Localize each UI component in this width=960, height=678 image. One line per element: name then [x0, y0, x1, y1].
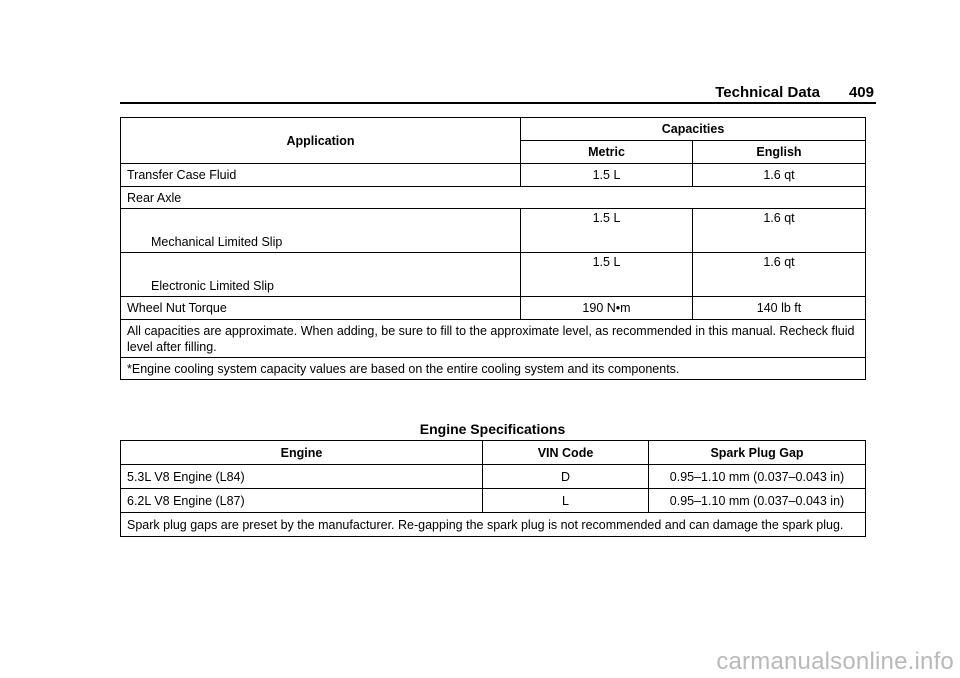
section-title: Technical Data	[715, 84, 820, 101]
table-row	[121, 297, 866, 320]
spark-plug-note: Spark plug gaps are preset by the manufacturer. Re-gapping the spark plug is not recommended and can damage the spark plug.	[121, 513, 866, 537]
row-label: Transfer Case Fluid	[121, 164, 521, 187]
col-metric: Metric	[521, 141, 693, 164]
row-metric: 190 N•m	[521, 297, 693, 320]
engine-specs-caption: Engine Specifications	[419, 421, 566, 437]
col-application: Application	[121, 118, 521, 164]
col-vin: VIN Code	[483, 441, 649, 465]
row-label: Mechanical Limited Slip	[121, 209, 521, 253]
spark-gap: 0.95–1.10 mm (0.037–0.043 in)	[649, 489, 866, 513]
table-row	[121, 187, 866, 209]
engine-specs-table	[120, 440, 866, 537]
col-spark-gap: Spark Plug Gap	[649, 441, 866, 465]
spark-gap: 0.95–1.10 mm (0.037–0.043 in)	[649, 465, 866, 489]
page-number: 409	[848, 84, 874, 101]
cooling-note: *Engine cooling system capacity values are based on the entire cooling system and its components.	[121, 358, 866, 380]
page-header	[120, 84, 876, 104]
row-english: 1.6 qt	[693, 253, 866, 297]
vin-code: D	[483, 465, 649, 489]
table-row	[121, 209, 866, 253]
row-english: 140 lb ft	[693, 297, 866, 320]
watermark: carmanualsonline.info	[716, 648, 954, 675]
table-note-row	[121, 358, 866, 380]
row-metric: 1.5 L	[521, 253, 693, 297]
row-label: Electronic Limited Slip	[121, 253, 521, 297]
row-metric: 1.5 L	[521, 164, 693, 187]
engine-name: 6.2L V8 Engine (L87)	[121, 489, 483, 513]
row-label: Wheel Nut Torque	[121, 297, 521, 320]
vin-code: L	[483, 489, 649, 513]
table-note-row	[121, 320, 866, 358]
col-engine: Engine	[121, 441, 483, 465]
table-row	[121, 465, 866, 489]
table-row	[121, 164, 866, 187]
table-row	[121, 253, 866, 297]
capacities-table	[120, 117, 866, 380]
table-note-row	[121, 513, 866, 537]
row-english: 1.6 qt	[693, 209, 866, 253]
table-row	[121, 489, 866, 513]
row-label: Rear Axle	[121, 187, 866, 209]
engine-name: 5.3L V8 Engine (L84)	[121, 465, 483, 489]
capacities-note: All capacities are approximate. When adding, be sure to fill to the approximate level, as recommended in this manual. Recheck fluid level after filling.	[121, 320, 866, 358]
col-capacities: Capacities	[521, 118, 866, 141]
col-english: English	[693, 141, 866, 164]
row-english: 1.6 qt	[693, 164, 866, 187]
row-metric: 1.5 L	[521, 209, 693, 253]
